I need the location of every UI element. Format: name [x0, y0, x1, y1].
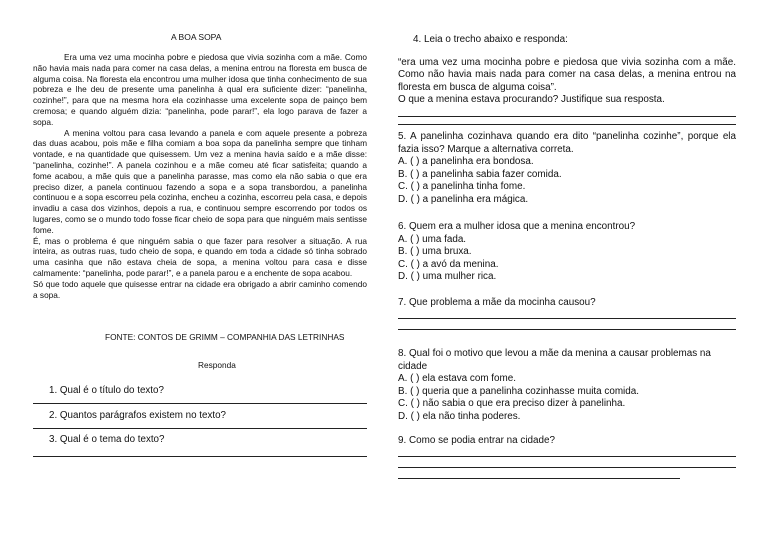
answer-line-9b[interactable]	[398, 467, 736, 468]
question-5-option-b[interactable]: B. ( ) a panelinha sabia fazer comida.	[398, 168, 562, 180]
question-8-text: 8. Qual foi o motivo que levou a mãe da menina a causar problemas na cidade	[398, 348, 711, 372]
responda-heading: Responda	[198, 360, 236, 370]
question-7	[398, 297, 736, 330]
question-8-option-d[interactable]: D. ( ) ela não tinha poderes.	[398, 410, 521, 422]
question-6-option-c[interactable]: C. ( ) a avó da menina.	[398, 258, 499, 270]
question-8-option-a[interactable]: A. ( ) ela estava com fome.	[398, 373, 516, 385]
question-3	[33, 434, 367, 457]
story-title: A BOA SOPA	[171, 32, 222, 42]
answer-line-4a[interactable]	[398, 116, 736, 117]
answer-line-3[interactable]	[33, 455, 367, 457]
question-1-text: 1. Qual é o título do texto?	[49, 385, 164, 396]
story-text	[33, 52, 367, 300]
story-paragraph-3: É, mas o problema é que ninguém sabia o que fazer para resolver a situação. A rua inteira, as outras ruas, tudo cheio de sopa, e quando em toda a cidade só tinha sobrado uma casinha que não estava cheia de sopa, a menina voltou para casa e disse calmamente: “panelinha, pode parar!”, e a panela parou e a enchente de sopa acabou.	[33, 235, 367, 278]
answer-line-7a[interactable]	[398, 318, 736, 319]
question-5	[398, 131, 736, 207]
answer-line-1[interactable]	[33, 402, 367, 404]
question-6-text: 6. Quem era a mulher idosa que a menina encontrou?	[398, 221, 636, 232]
answer-line-4b[interactable]	[398, 124, 736, 125]
question-3-text: 3. Qual é o tema do texto?	[49, 434, 165, 445]
source-citation: FONTE: CONTOS DE GRIMM – COMPANHIA DAS LETRINHAS	[105, 332, 345, 342]
question-8-option-b[interactable]: B. ( ) queria que a panelinha cozinhasse muita comida.	[398, 385, 639, 397]
question-4-quote: “era uma vez uma mocinha pobre e piedosa que vivia sozinha com a mãe. Como não havia mais nada para comer na casa delas, a menina entrou na floresta em busca de alguma coisa”.	[398, 56, 736, 93]
answer-line-9c[interactable]	[398, 478, 680, 479]
question-7-text: 7. Que problema a mãe da mocinha causou?	[398, 297, 596, 308]
question-5-text: 5. A panelinha cozinhava quando era dito “panelinha cozinhe”, porque ela fazia isso? Marque a alternativa correta.	[398, 131, 736, 155]
answer-line-9a[interactable]	[398, 456, 736, 457]
answer-line-7b[interactable]	[398, 329, 736, 330]
question-5-option-a[interactable]: A. ( ) a panelinha era bondosa.	[398, 156, 534, 168]
question-6-option-b[interactable]: B. ( ) uma bruxa.	[398, 246, 472, 258]
question-6	[398, 221, 736, 284]
answer-line-2[interactable]	[33, 427, 367, 429]
question-2-text: 2. Quantos parágrafos existem no texto?	[49, 410, 226, 421]
question-2	[33, 410, 367, 429]
question-8	[398, 348, 736, 424]
question-9-text: 9. Como se podia entrar na cidade?	[398, 435, 556, 446]
question-9	[398, 435, 736, 479]
story-paragraph-1: Era uma vez uma mocinha pobre e piedosa que vivia sozinha com a mãe. Como não havia mais nada para comer na casa delas, a menina entrou na floresta em busca de alguma coisa. Na floresta ela encontrou uma mulher idosa que tinha conhecimento de sua pobreza e lhe deu de presente uma panelinha à qual era suficiente dizer: “panelinha, cozinhe!”, para que na mesma hora ela cozinhasse uma excelente sopa de painço bem cremosa; e quando alguém dizia: “panelinha, pode parar!”, ela logo parava de fazer a sopa.	[33, 52, 367, 127]
question-5-option-c[interactable]: C. ( ) a panelinha tinha fome.	[398, 181, 526, 193]
question-4-prompt: O que a menina estava procurando? Justifique sua resposta.	[398, 94, 665, 106]
question-6-option-a[interactable]: A. ( ) uma fada.	[398, 233, 467, 245]
question-8-option-c[interactable]: C. ( ) não sabia o que era preciso dizer à panelinha.	[398, 398, 626, 410]
question-4	[398, 34, 736, 125]
question-4-text: 4. Leia o trecho abaixo e responda:	[413, 34, 568, 45]
question-5-option-d[interactable]: D. ( ) a panelinha era mágica.	[398, 193, 529, 205]
story-paragraph-4: Só que todo aquele que quisesse entrar na cidade era obrigado a abrir caminho comendo a sopa.	[33, 278, 367, 300]
question-6-option-d[interactable]: D. ( ) uma mulher rica.	[398, 271, 497, 283]
story-paragraph-2: A menina voltou para casa levando a panela e com aquele presente a pobreza das duas acabou, pois mãe e filha comiam a boa sopa da panelinha sempre que tinham vontade, e na quantidade que quisessem. Um vez a menina havia saído e a mãe disse: “panelinha, cozinhe!”. A panela cozinhou e a mãe comeu até ficar satisfeita; quando a fome acabou, a mãe quis que a panelinha parasse, mas como ela não sabia o que era preciso dizer, a panela continuou fazendo a sopa e a sopa transbordou, a panelinha continuou e a sopa escorreu pela cozinha, encheu a cozinha, escorreu pela casa, e depois invadiu a casa dos vizinhos, depois a rua, e continuou sempre escorrendo por todos os lugares, como se o mundo todo fosse ficar cheio de sopa para que ninguém mais sentisse fome.	[33, 127, 367, 235]
question-1	[33, 385, 367, 404]
